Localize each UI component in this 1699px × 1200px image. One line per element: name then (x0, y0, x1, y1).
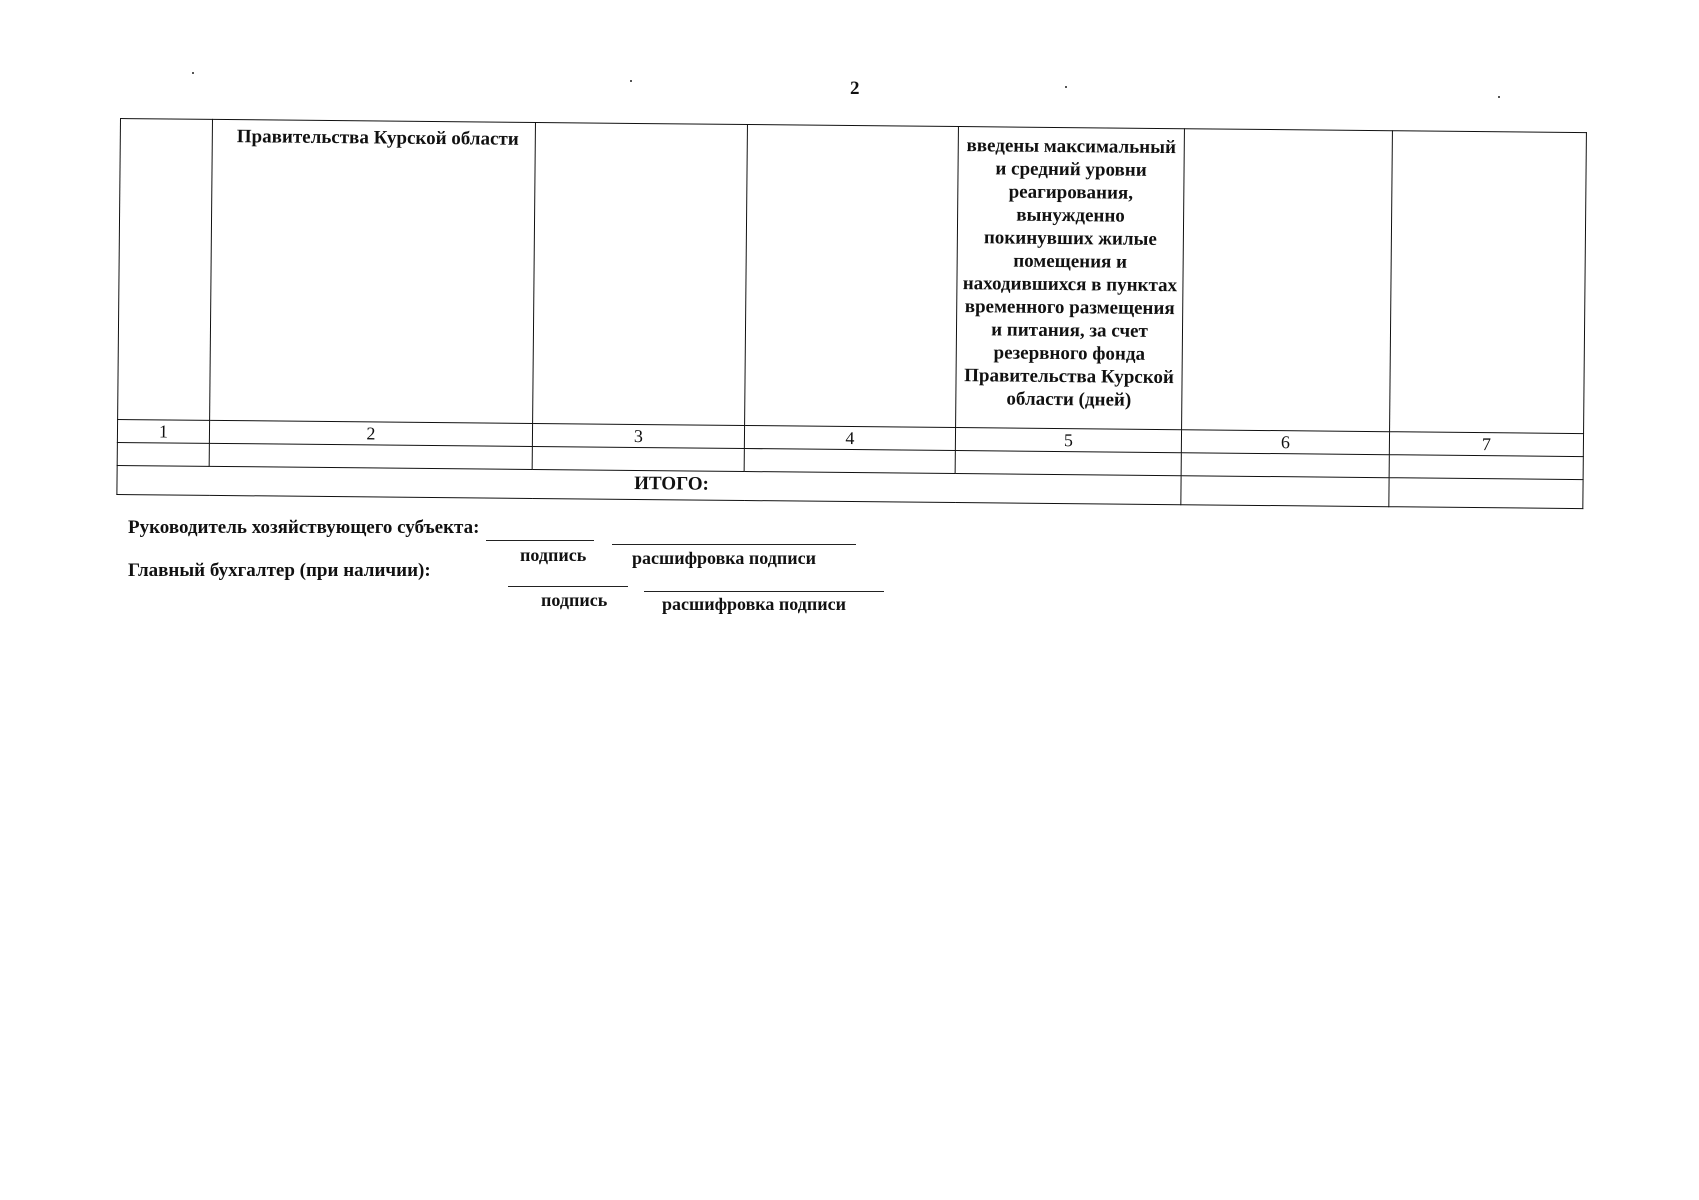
total-cell (1181, 476, 1389, 507)
header-cell (1390, 131, 1587, 434)
scan-speck (630, 80, 632, 82)
form-table (116, 118, 1587, 509)
header-col5-text: введены максимальный и средний уровни реагирования, вынужденно покинувших жилые помещения и находившихся в пунктах временного размещения и питания, за счет резервного фонда Правительства Курской области (дней) (962, 135, 1178, 411)
table-cell (744, 449, 955, 474)
column-number: 6 (1181, 430, 1389, 455)
table-cell (1389, 455, 1583, 480)
accountant-decoding-line (644, 591, 884, 592)
header-col2-text: Правительства Курской области (236, 126, 519, 150)
total-cell (1389, 478, 1583, 509)
header-cell (956, 127, 1185, 430)
column-number: 4 (744, 426, 955, 451)
table-cell (209, 443, 532, 469)
column-number: 3 (532, 423, 744, 448)
header-cell (210, 119, 536, 423)
head-decoding-line (612, 544, 856, 545)
header-cell (118, 119, 213, 421)
scan-speck (192, 72, 194, 74)
accountant-signature-label: Главный бухгалтер (при наличии): (128, 560, 431, 581)
total-label: ИТОГО: (634, 472, 709, 495)
scan-speck (1065, 86, 1067, 88)
accountant-signature-line (508, 586, 628, 587)
head-signature-line (486, 540, 594, 541)
table-header-row (118, 119, 1587, 434)
head-decoding-caption: расшифровка подписи (632, 548, 816, 568)
header-cell (745, 125, 959, 428)
column-number: 5 (955, 428, 1181, 453)
head-signature-label: Руководитель хозяйствующего субъекта: (128, 517, 480, 538)
header-cell (1182, 129, 1393, 432)
table-cell (1181, 453, 1389, 478)
table-cell (117, 442, 209, 466)
column-number: 2 (209, 420, 532, 446)
page-number: 2 (850, 78, 860, 99)
header-cell (533, 122, 748, 425)
column-number: 1 (117, 419, 209, 443)
column-number: 7 (1389, 432, 1583, 457)
scan-speck (1498, 96, 1500, 98)
head-signature-caption: подпись (520, 545, 587, 565)
table-cell (532, 446, 744, 471)
table-cell (955, 451, 1181, 476)
accountant-decoding-caption: расшифровка подписи (662, 594, 846, 614)
accountant-signature-caption: подпись (541, 590, 608, 610)
